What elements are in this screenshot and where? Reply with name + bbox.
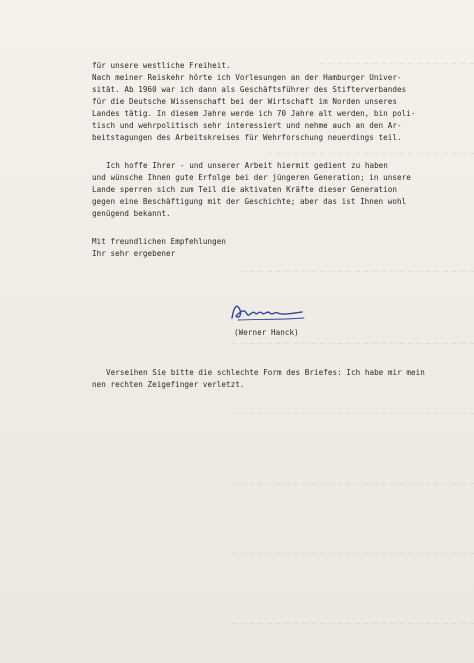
postscript-line: nen rechten Zeigefinger verletzt. — [92, 380, 245, 389]
bleed-through-text: — — — — — — — — — — — — — — — — — — — — — — — — — — — — [240, 268, 474, 276]
text-line: und wünsche Ihnen gute Erfolge bei der jüngeren Generation; in unsere — [92, 173, 411, 182]
bleed-through-text: — — — — — — — — — — — — — — — — — — — — — — — — — [267, 150, 474, 158]
signature-name: (Werner Hanck) — [234, 328, 299, 337]
text-line: für die Deutsche Wissenschaft bei der Wirtschaft im Norden unseres — [92, 97, 398, 106]
bleed-through-text: — — — — — — — — — — — — — — — — — — — — — — — — — — — — — [231, 410, 474, 418]
bleed-through-text: — — — — — — — — — — — — — — — — — — — [319, 60, 474, 68]
text-line: für unsere westliche Freiheit. — [92, 61, 231, 70]
text-line: Ich hoffe Ihrer - und unserer Arbeit hiermit gedient zu haben — [106, 161, 388, 170]
text-line: sität. Ab 1960 war ich dann als Geschäftsführer des Stifterverbandes — [92, 85, 407, 94]
bleed-through-text: — — — — — — — — — — — — — — — — — — — — — — — — — — — — — [231, 620, 474, 628]
bleed-through-text: — — — — — — — — — — — — — — — — — — — — — — — — — — — — — [231, 480, 474, 488]
text-line: genügend bekannt. — [92, 209, 171, 218]
text-line: gegen eine Beschäftigung mit der Geschichte; aber das ist Ihnen wohl — [92, 197, 407, 206]
text-line: Nach meiner Reiskehr hörte ich Vorlesungen an der Hamburger Univer- — [92, 73, 402, 82]
closing-line: Mit freundlichen Empfehlungen — [92, 237, 227, 246]
handwritten-signature — [228, 300, 308, 324]
text-line: Landes tätig. In diesem Jahre werde ich 70 Jahre alt werden, bin poli- — [92, 109, 416, 118]
bleed-through-text: — — — — — — — — — — — — — — — — — — — — — — — — — — — — — [231, 550, 474, 558]
text-line: beitstagungen des Arbeitskreises für Wehrforschung neuerdings teil. — [92, 133, 402, 142]
text-line: tisch und wehrpolitisch sehr interessiert und nehme auch an den Ar- — [92, 121, 402, 130]
text-line: Lande sperren sich zum Teil die aktivaten Kräfte dieser Generation — [92, 185, 398, 194]
bleed-through-text: — — — — — — — — — — — — — — — — — — — — — — — — — — — — — [231, 340, 474, 348]
postscript-line: Verseihen Sie bitte die schlechte Form des Briefes: Ich habe mir mein — [106, 368, 425, 377]
closing-line: Ihr sehr ergebener — [92, 249, 176, 258]
